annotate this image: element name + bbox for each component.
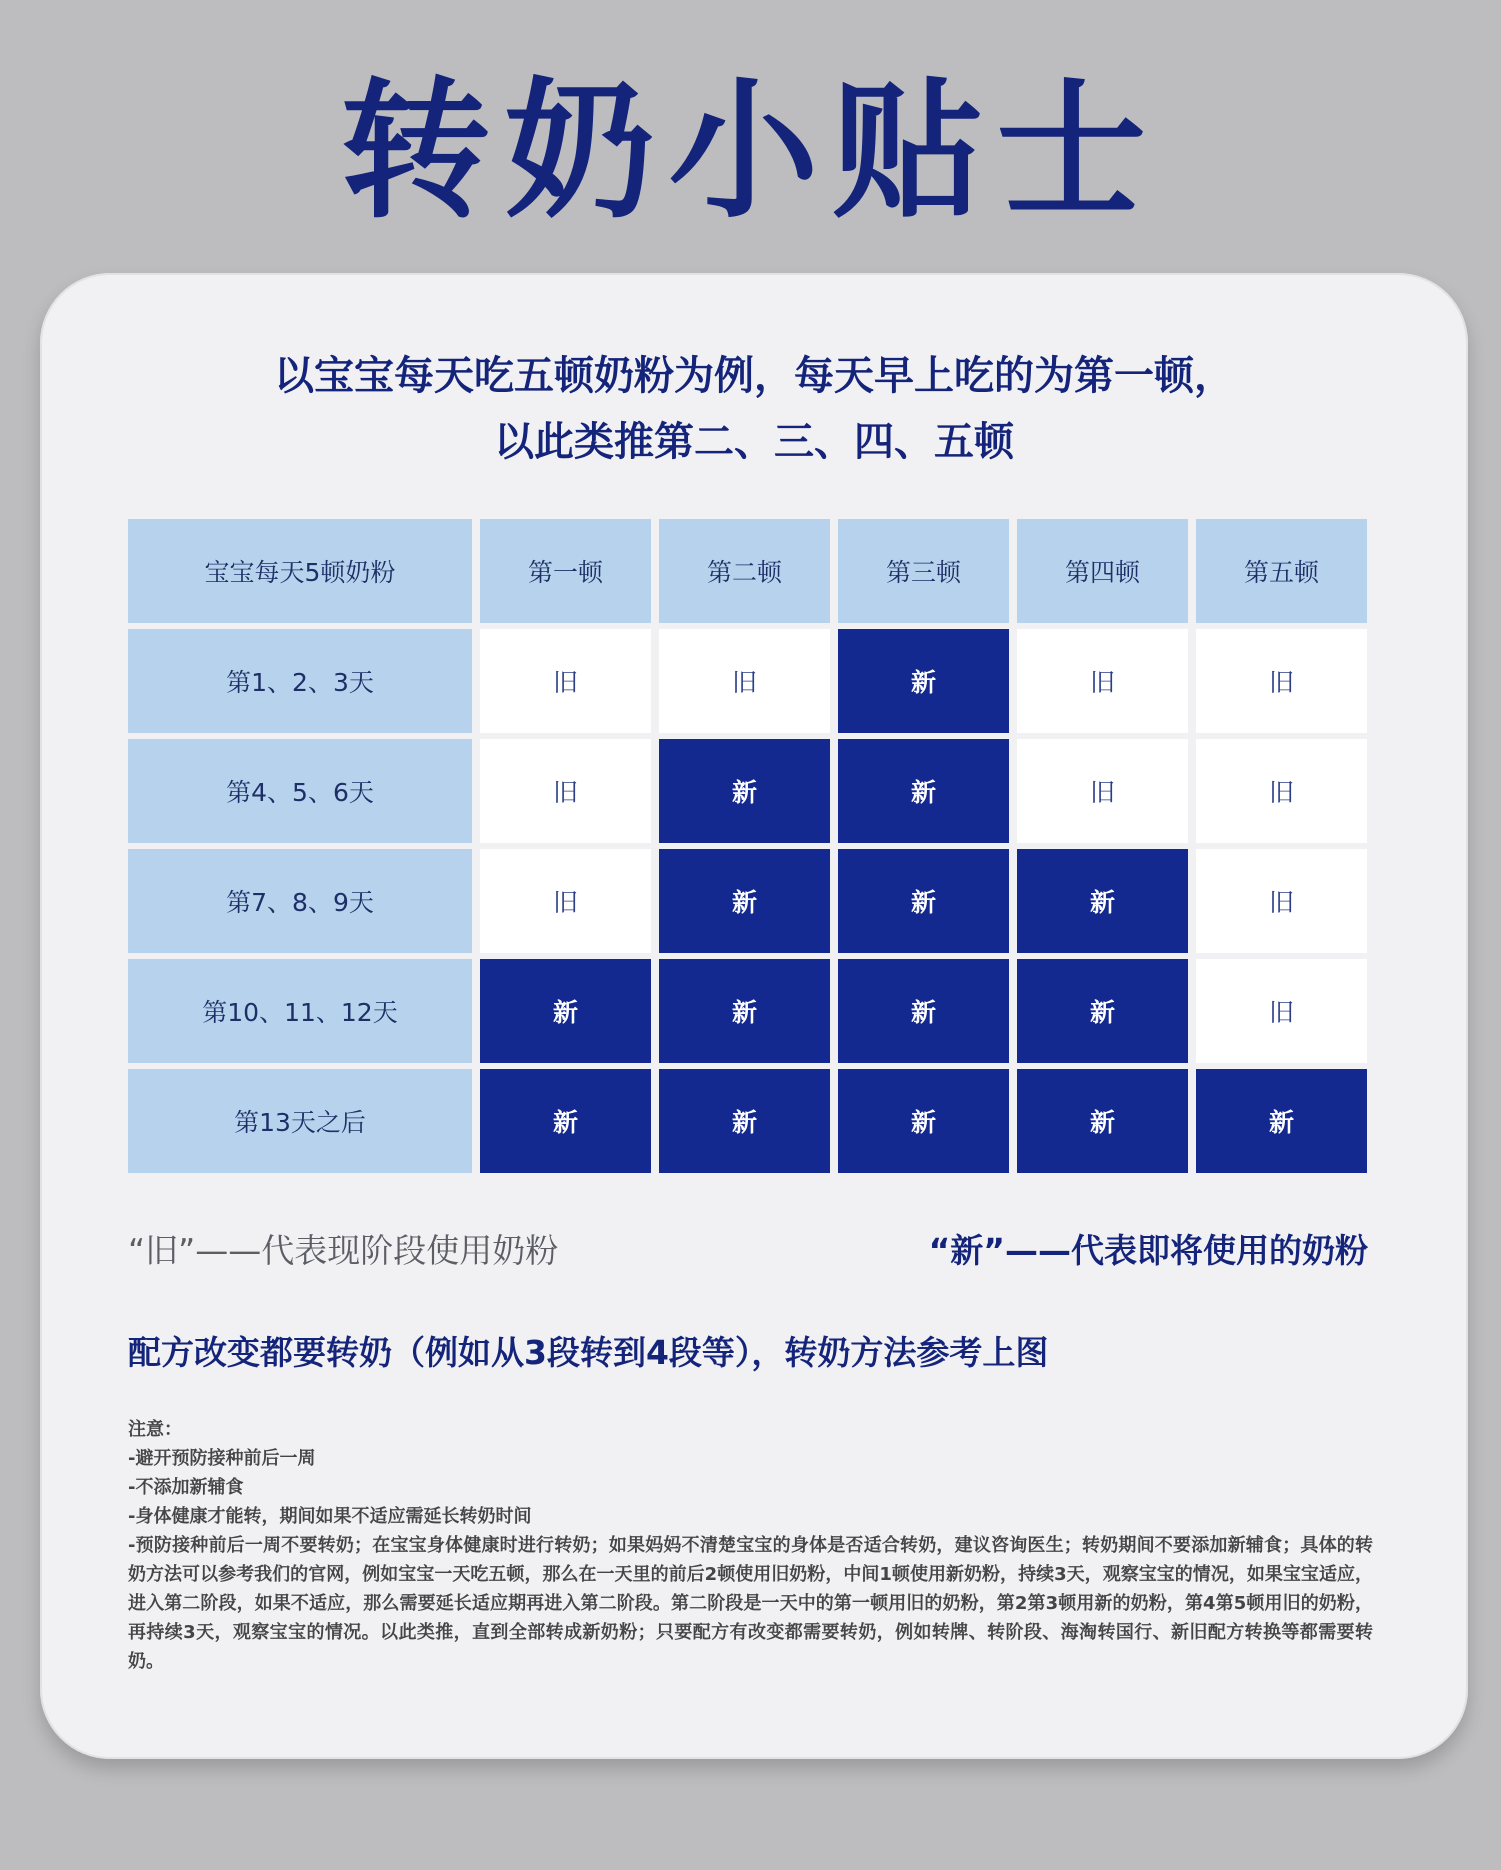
schedule-cell: 旧 — [1196, 849, 1367, 953]
header-cell: 第三顿 — [838, 519, 1009, 623]
note-item: -身体健康才能转，期间如果不适应需延长转奶时间 — [128, 1506, 532, 1527]
legend-new: “新”——代表即将使用的奶粉 — [928, 1231, 1368, 1270]
intro-line-1: 以宝宝每天吃五顿奶粉为例，每天早上吃的为第一顿， — [274, 353, 1234, 399]
schedule-cell: 新 — [480, 1069, 651, 1173]
schedule-cell: 旧 — [659, 629, 830, 733]
schedule-cell: 旧 — [1017, 739, 1188, 843]
row-label: 第1、2、3天 — [128, 629, 472, 733]
row-label: 第4、5、6天 — [128, 739, 472, 843]
legend-old: “旧”——代表现阶段使用奶粉 — [128, 1231, 559, 1270]
schedule-cell: 新 — [1017, 959, 1188, 1063]
intro-text — [40, 343, 1468, 475]
schedule-cell: 新 — [838, 629, 1009, 733]
schedule-cell: 新 — [838, 1069, 1009, 1173]
schedule-cell: 新 — [659, 739, 830, 843]
header-cell: 第四顿 — [1017, 519, 1188, 623]
row-label: 第13天之后 — [128, 1069, 472, 1173]
row-label: 第10、11、12天 — [128, 959, 472, 1063]
note-item: -避开预防接种前后一周 — [128, 1448, 316, 1469]
schedule-cell: 新 — [838, 849, 1009, 953]
row-label: 第7、8、9天 — [128, 849, 472, 953]
schedule-cell: 旧 — [480, 629, 651, 733]
schedule-cell: 旧 — [1017, 629, 1188, 733]
schedule-cell: 新 — [838, 959, 1009, 1063]
intro-line-2: 以此类推第二、三、四、五顿 — [494, 419, 1014, 465]
schedule-cell: 新 — [1017, 849, 1188, 953]
notes-heading: 注意： — [128, 1419, 182, 1440]
schedule-cell: 新 — [659, 849, 830, 953]
schedule-cell: 新 — [838, 739, 1009, 843]
schedule-cell: 旧 — [1196, 959, 1367, 1063]
schedule-cell: 旧 — [480, 739, 651, 843]
schedule-cell: 新 — [480, 959, 651, 1063]
schedule-cell: 新 — [659, 959, 830, 1063]
page-title: 转奶小贴士 — [340, 65, 1161, 239]
header-cell: 第二顿 — [659, 519, 830, 623]
method-note: 配方改变都要转奶（例如从3段转到4段等），转奶方法参考上图 — [128, 1333, 1049, 1372]
note-item: -不添加新辅食 — [128, 1477, 244, 1498]
header-cell: 宝宝每天5顿奶粉 — [128, 519, 472, 623]
schedule-cell: 新 — [1196, 1069, 1367, 1173]
feeding-schedule-table — [128, 519, 1368, 1173]
schedule-cell: 旧 — [1196, 629, 1367, 733]
schedule-cell: 新 — [1017, 1069, 1188, 1173]
schedule-cell: 新 — [659, 1069, 830, 1173]
header-cell: 第一顿 — [480, 519, 651, 623]
header-cell: 第五顿 — [1196, 519, 1367, 623]
schedule-cell: 旧 — [1196, 739, 1367, 843]
note-item: -预防接种前后一周不要转奶；在宝宝身体健康时进行转奶；如果妈妈不清楚宝宝的身体是否适合转奶，建议咨询医生；转奶期间不要添加新辅食；具体的转奶方法可以参考我们的官网，例如宝宝一天吃五顿，那么在一天里的前后2顿使用旧奶粉，中间1顿使用新奶粉，持续3天，观察宝宝的情况，如果宝宝适应，进入第二阶段，如果不适应，那么需要延长适应期再进入第二阶段。第二阶段是一天中的第一顿用旧的奶粉，第2第3顿用新的奶粉，第4第5顿用旧的奶粉，再持续3天，观察宝宝的情况。以此类推，直到全部转成新奶粉；只要配方有改变都需要转奶，例如转牌、转阶段、海淘转国行、新旧配方转换等都需要转奶。 — [128, 1535, 1373, 1672]
schedule-cell: 旧 — [480, 849, 651, 953]
notes-section — [128, 1415, 1373, 1676]
